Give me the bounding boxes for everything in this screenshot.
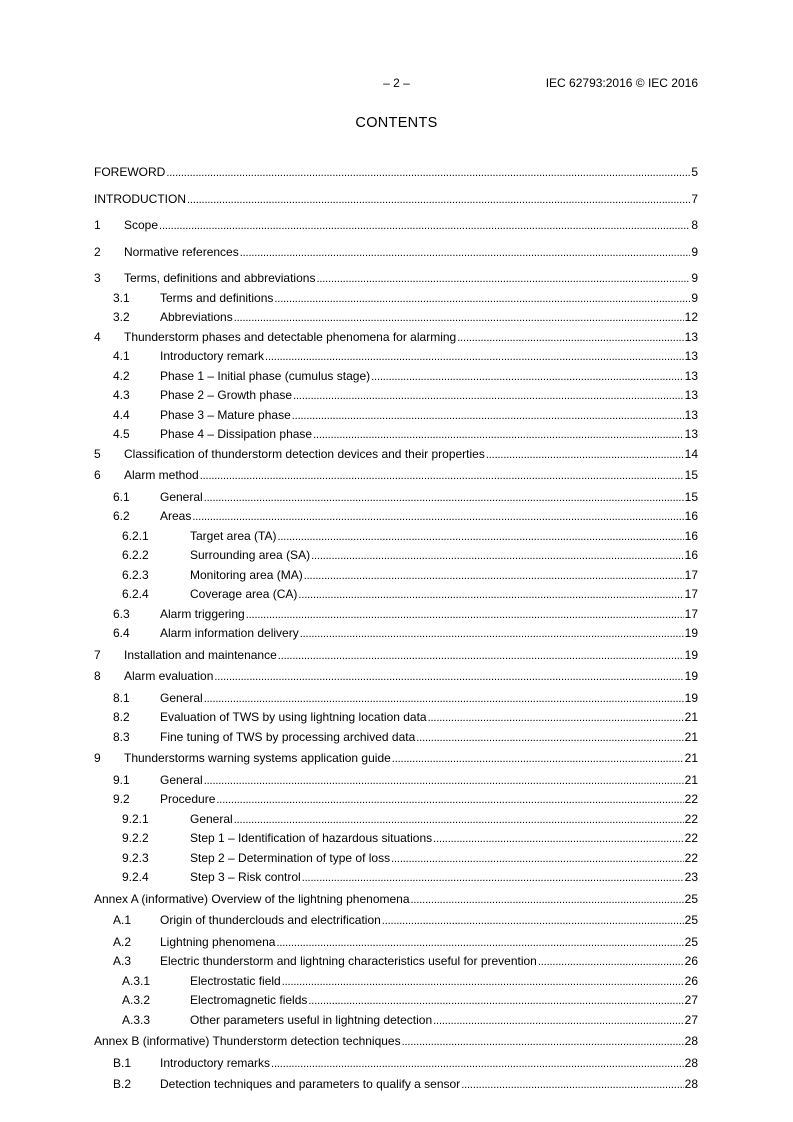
toc-entry-page: 13: [684, 368, 698, 383]
toc-leader-dots: [265, 349, 684, 363]
toc-entry-title: Electric thunderstorm and lightning characteristics useful for prevention: [160, 954, 537, 968]
toc-entry-number: 6: [94, 468, 101, 482]
toc-entry[interactable]: [94, 165, 698, 185]
toc-entry-number: 4.2: [113, 368, 130, 383]
toc-entry-title: General: [160, 489, 203, 504]
toc-entry-number: 5: [94, 446, 101, 461]
toc-entry-page: 25: [684, 913, 698, 927]
toc-entry-number: 4.3: [113, 388, 130, 402]
toc-entry-title: Areas: [160, 509, 192, 523]
toc-entry-title: Alarm triggering: [160, 606, 245, 621]
toc-entry-page: 16: [684, 528, 698, 543]
toc-leader-dots: [192, 509, 683, 523]
toc-leader-dots: [278, 648, 684, 662]
toc-leader-dots: [271, 1056, 684, 1070]
toc-entry-number: 9.2: [113, 792, 130, 806]
toc-entry-number: A.1: [113, 913, 132, 927]
toc-entry-title: Phase 4 – Dissipation phase: [160, 427, 313, 441]
toc-entry-page: 23: [684, 870, 698, 884]
toc-entry-page: 28: [684, 1034, 698, 1048]
toc-entry-number: A.3: [113, 954, 132, 968]
toc-entry-number: 9.2.2: [122, 831, 149, 845]
toc-entry-title: Fine tuning of TWS by processing archived data: [160, 729, 416, 744]
toc-leader-dots: [433, 831, 683, 845]
toc-entry-title: General: [160, 772, 203, 787]
toc-entry-page: 12: [684, 310, 698, 324]
toc-entry[interactable]: [94, 730, 698, 750]
toc-entry[interactable]: [94, 710, 698, 730]
toc-entry[interactable]: [94, 192, 698, 212]
toc-entry-title: Coverage area (CA): [190, 587, 298, 601]
toc-entry-page: 15: [684, 489, 698, 504]
toc-leader-dots: [391, 851, 684, 865]
document-reference: IEC 62793:2016 © IEC 2016: [545, 76, 698, 90]
toc-entry[interactable]: [94, 388, 698, 408]
toc-entry-number: B.2: [113, 1077, 132, 1091]
toc-entry-number: 6.3: [113, 606, 130, 621]
toc-entry-number: 3: [94, 271, 101, 285]
toc-leader-dots: [486, 447, 684, 461]
toc-entry[interactable]: [94, 509, 698, 529]
toc-entry[interactable]: [94, 626, 698, 646]
toc-entry-title: Step 1 – Identification of hazardous situations: [190, 831, 433, 845]
toc-entry-page: 16: [684, 548, 698, 562]
toc-entry-title: Phase 2 – Growth phase: [160, 388, 293, 402]
toc-entry-title: Step 3 – Risk control: [190, 870, 301, 884]
toc-leader-dots: [428, 710, 684, 724]
toc-entry-title: Annex A (informative) Overview of the lightning phenomena: [94, 891, 410, 906]
toc-entry[interactable]: [94, 447, 698, 467]
toc-entry-number: A.3.3: [122, 1012, 151, 1027]
toc-entry-number: 8.2: [113, 710, 130, 724]
toc-entry-title: Origin of thunderclouds and electrification: [160, 913, 381, 927]
toc-entry-title: Electromagnetic fields: [190, 993, 308, 1007]
toc-entry[interactable]: [94, 271, 698, 291]
toc-entry-title: Step 2 – Determination of type of loss: [190, 850, 391, 865]
toc-entry[interactable]: [94, 548, 698, 568]
toc-entry-page: 8: [691, 218, 698, 232]
toc-leader-dots: [392, 751, 684, 765]
toc-entry-page: 22: [684, 831, 698, 845]
toc-leader-dots: [411, 892, 684, 906]
toc-leader-dots: [298, 587, 683, 601]
toc-leader-dots: [300, 626, 684, 640]
toc-entry[interactable]: [94, 691, 698, 711]
toc-leader-dots: [234, 310, 684, 324]
toc-entry[interactable]: [94, 310, 698, 330]
toc-leader-dots: [316, 271, 690, 285]
toc-leader-dots: [234, 812, 684, 826]
toc-leader-dots: [302, 870, 684, 884]
toc-leader-dots: [416, 730, 683, 744]
toc-entry-title: Classification of thunderstorm detection devices and their properties: [124, 446, 485, 461]
toc-entry-title: Procedure: [160, 792, 216, 806]
toc-entry[interactable]: [94, 1013, 698, 1033]
toc-entry-page: 13: [684, 427, 698, 441]
toc-entry[interactable]: [94, 218, 698, 238]
toc-entry-page: 17: [684, 567, 698, 582]
toc-entry-page: 19: [684, 669, 698, 683]
toc-entry-page: 22: [684, 811, 698, 826]
toc-entry-title: Introductory remark: [160, 349, 265, 363]
toc-leader-dots: [204, 773, 684, 787]
toc-entry-number: 8.3: [113, 729, 130, 744]
toc-entry-page: 5: [691, 165, 698, 179]
toc-entry-title: Phase 1 – Initial phase (cumulus stage): [160, 368, 371, 383]
toc-leader-dots: [292, 408, 684, 422]
toc-leader-dots: [311, 548, 684, 562]
toc-entry-number: 6.2: [113, 509, 130, 523]
toc-entry-page: 17: [684, 606, 698, 621]
toc-entry-title: Thunderstorms warning systems application guide: [124, 751, 391, 765]
toc-entry[interactable]: [94, 792, 698, 812]
toc-entry-number: 7: [94, 647, 101, 662]
toc-entry-page: 19: [684, 626, 698, 640]
toc-entry[interactable]: [94, 330, 698, 350]
toc-leader-dots: [214, 669, 683, 683]
toc-entry-title: Phase 3 – Mature phase: [160, 407, 291, 422]
toc-entry-title: Annex B (informative) Thunderstorm detection techniques: [94, 1034, 401, 1048]
toc-entry-page: 19: [684, 647, 698, 662]
toc-entry[interactable]: [94, 490, 698, 510]
toc-entry-page: 21: [684, 751, 698, 765]
toc-leader-dots: [276, 935, 683, 949]
toc-entry-number: 2: [94, 244, 101, 259]
toc-entry-page: 27: [684, 993, 698, 1007]
toc-entry-page: 22: [684, 850, 698, 865]
toc-entry-number: 3.1: [113, 290, 130, 305]
toc-entry[interactable]: [94, 773, 698, 793]
toc-entry-title: Target area (TA): [190, 528, 277, 543]
toc-entry-number: A.3.2: [122, 993, 151, 1007]
toc-entry[interactable]: [94, 1056, 698, 1076]
toc-entry-title: Terms and definitions: [160, 290, 274, 305]
toc-entry-title: Normative references: [124, 244, 239, 259]
toc-leader-dots: [461, 1077, 683, 1091]
toc-entry-page: 21: [684, 772, 698, 787]
toc-leader-dots: [166, 165, 690, 179]
toc-entry-title: FOREWORD: [94, 165, 166, 179]
toc-leader-dots: [371, 369, 684, 383]
toc-entry-title: Alarm information delivery: [160, 626, 299, 640]
toc-leader-dots: [277, 529, 683, 543]
toc-entry[interactable]: [94, 468, 698, 488]
toc-leader-dots: [304, 568, 684, 582]
toc-entry-title: Alarm evaluation: [124, 669, 214, 683]
toc-entry-title: Scope: [124, 218, 159, 232]
toc-leader-dots: [159, 218, 690, 232]
toc-entry-title: Evaluation of TWS by using lightning location data: [160, 710, 427, 724]
toc-entry-number: 4.1: [113, 349, 130, 363]
toc-entry-title: Terms, definitions and abbreviations: [124, 271, 316, 285]
toc-entry[interactable]: [94, 1034, 698, 1054]
toc-entry-number: 8: [94, 669, 101, 683]
toc-leader-dots: [216, 792, 683, 806]
toc-entry-title: General: [190, 811, 233, 826]
toc-entry[interactable]: [94, 851, 698, 871]
toc-entry-title: Alarm method: [124, 468, 199, 482]
toc-entry-title: Lightning phenomena: [160, 934, 276, 949]
toc-entry-page: 13: [684, 349, 698, 363]
toc-leader-dots: [187, 192, 690, 206]
toc-entry-title: Surrounding area (SA): [190, 548, 311, 562]
toc-entry-number: 6.2.3: [122, 567, 149, 582]
toc-entry-page: 28: [684, 1077, 698, 1091]
toc-leader-dots: [274, 291, 690, 305]
toc-entry-page: 13: [684, 329, 698, 344]
toc-entry[interactable]: [94, 607, 698, 627]
toc-leader-dots: [282, 974, 684, 988]
toc-entry-page: 26: [684, 973, 698, 988]
toc-entry-page: 16: [684, 509, 698, 523]
toc-entry[interactable]: [94, 427, 698, 447]
toc-entry-page: 19: [684, 690, 698, 705]
toc-entry-title: Monitoring area (MA): [190, 567, 303, 582]
toc-entry-page: 9: [691, 244, 698, 259]
toc-entry-title: Thunderstorm phases and detectable phenomena for alarming: [124, 329, 457, 344]
toc-entry[interactable]: [94, 408, 698, 428]
toc-leader-dots: [246, 607, 684, 621]
table-of-contents: [94, 158, 698, 1097]
toc-leader-dots: [200, 468, 684, 482]
toc-leader-dots: [308, 993, 683, 1007]
toc-entry-title: INTRODUCTION: [94, 191, 186, 206]
toc-entry-number: 4: [94, 329, 101, 344]
toc-entry-page: 17: [684, 587, 698, 601]
toc-entry[interactable]: [94, 954, 698, 974]
toc-entry-number: 8.1: [113, 690, 130, 705]
toc-leader-dots: [204, 691, 684, 705]
toc-entry-page: 15: [684, 468, 698, 482]
toc-entry[interactable]: [94, 568, 698, 588]
toc-entry-title: Installation and maintenance: [124, 647, 277, 662]
toc-entry-page: 21: [684, 729, 698, 744]
toc-entry-number: 1: [94, 218, 101, 232]
toc-entry[interactable]: [94, 892, 698, 912]
toc-entry-page: 21: [684, 710, 698, 724]
toc-entry[interactable]: [94, 1077, 698, 1097]
toc-entry-page: 25: [684, 891, 698, 906]
toc-entry[interactable]: [94, 648, 698, 668]
toc-leader-dots: [293, 388, 684, 402]
page-number: – 2 –: [383, 76, 410, 90]
toc-entry[interactable]: [94, 935, 698, 955]
toc-entry-number: 4.4: [113, 407, 130, 422]
toc-entry-page: 22: [684, 792, 698, 806]
toc-entry-number: 9.1: [113, 772, 130, 787]
toc-entry[interactable]: [94, 587, 698, 607]
toc-entry-page: 7: [691, 191, 698, 206]
toc-entry-page: 9: [691, 290, 698, 305]
toc-entry-title: Abbreviations: [160, 310, 233, 324]
toc-leader-dots: [240, 245, 691, 259]
toc-entry-number: 6.2.2: [122, 548, 149, 562]
toc-entry[interactable]: [94, 993, 698, 1013]
toc-leader-dots: [538, 954, 684, 968]
toc-entry-page: 9: [691, 271, 698, 285]
toc-leader-dots: [313, 427, 684, 441]
toc-entry-page: 28: [684, 1055, 698, 1070]
toc-entry-title: Detection techniques and parameters to qualify a sensor: [160, 1077, 461, 1091]
toc-entry-page: 13: [684, 388, 698, 402]
toc-entry[interactable]: [94, 974, 698, 994]
toc-entry-number: 6.2.4: [122, 587, 149, 601]
toc-entry[interactable]: [94, 751, 698, 771]
toc-entry-title: General: [160, 690, 203, 705]
toc-leader-dots: [204, 490, 684, 504]
toc-leader-dots: [433, 1013, 684, 1027]
toc-entry-number: A.3.1: [122, 973, 151, 988]
toc-leader-dots: [402, 1034, 684, 1048]
toc-entry-number: 9.2.4: [122, 870, 149, 884]
toc-entry[interactable]: [94, 349, 698, 369]
toc-entry-title: Electrostatic field: [190, 973, 281, 988]
toc-entry-number: 3.2: [113, 310, 130, 324]
toc-entry[interactable]: [94, 831, 698, 851]
toc-entry[interactable]: [94, 369, 698, 389]
toc-entry-number: 9.2.1: [122, 811, 149, 826]
contents-title: CONTENTS: [355, 115, 438, 131]
toc-entry[interactable]: [94, 291, 698, 311]
toc-entry[interactable]: [94, 870, 698, 890]
toc-leader-dots: [457, 330, 683, 344]
toc-entry-page: 25: [684, 934, 698, 949]
toc-entry-number: 9.2.3: [122, 850, 149, 865]
toc-entry-number: 6.1: [113, 489, 130, 504]
toc-entry-title: Introductory remarks: [160, 1055, 271, 1070]
toc-entry[interactable]: [94, 245, 698, 265]
toc-entry-page: 13: [684, 407, 698, 422]
toc-leader-dots: [382, 913, 684, 927]
toc-entry-page: 27: [684, 1012, 698, 1027]
toc-entry[interactable]: [94, 529, 698, 549]
toc-entry-number: 9: [94, 751, 101, 765]
toc-entry-number: 6.4: [113, 626, 130, 640]
toc-entry-page: 14: [684, 446, 698, 461]
toc-entry[interactable]: [94, 669, 698, 689]
toc-entry[interactable]: [94, 812, 698, 832]
toc-entry-number: A.2: [113, 934, 132, 949]
toc-entry-page: 26: [684, 954, 698, 968]
toc-entry-number: 6.2.1: [122, 528, 149, 543]
toc-entry-title: Other parameters useful in lightning detection: [190, 1012, 433, 1027]
toc-entry-number: B.1: [113, 1055, 132, 1070]
toc-entry[interactable]: [94, 913, 698, 933]
toc-entry-number: 4.5: [113, 427, 130, 441]
